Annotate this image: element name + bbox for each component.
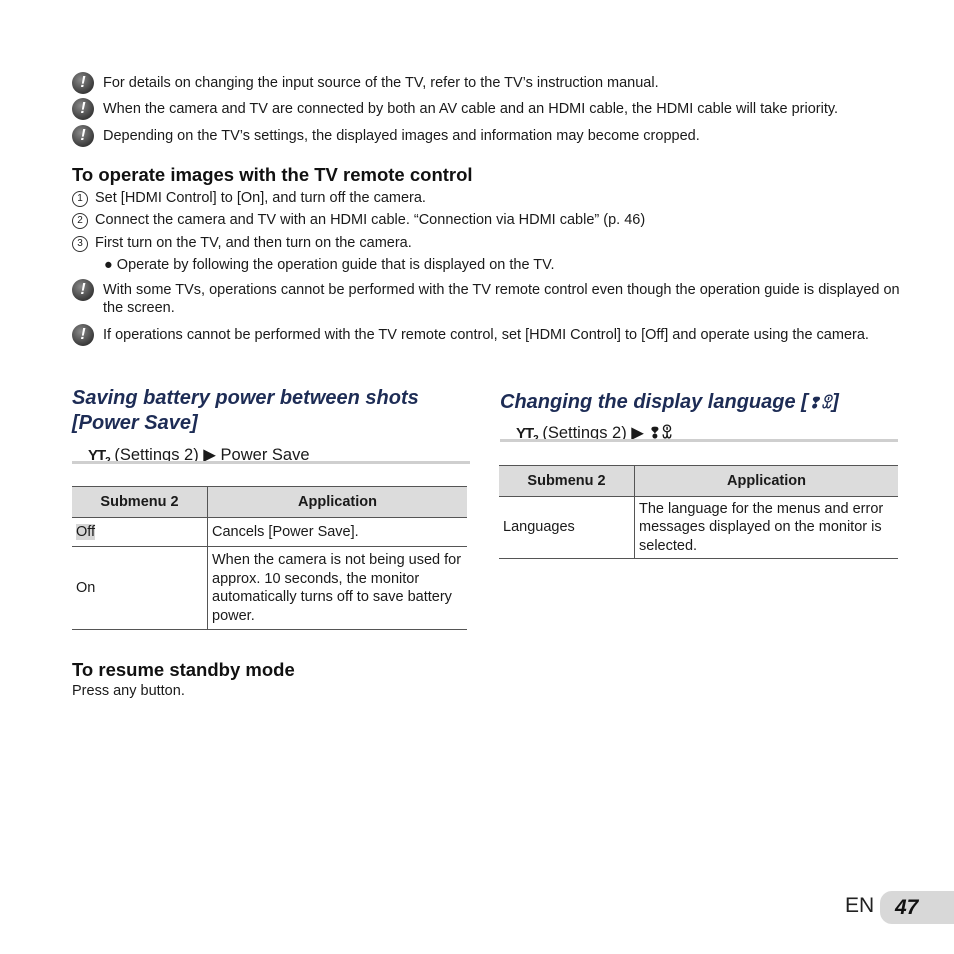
divider [500, 439, 898, 442]
remote-caution-1 [72, 279, 902, 317]
language-heading-end: ] [832, 391, 839, 413]
caution-text: If operations cannot be performed with the TV remote control, set [HDMI Control] to [Off] and operate using the camera. [103, 327, 869, 343]
power-save-table [72, 486, 467, 630]
resume-text: Press any button. [72, 683, 185, 699]
table-cell: Languages [499, 497, 635, 559]
power-save-heading: Saving battery power between shots [Power Save] [72, 387, 419, 434]
language-table [499, 465, 898, 559]
caution-icon: ! [72, 324, 94, 346]
step-number: 3 [72, 236, 88, 252]
table-header-row [499, 466, 898, 497]
table-cell: The language for the menus and error messages displayed on the monitor is selected. [635, 497, 899, 559]
settings-icon-label: YT [88, 447, 106, 464]
settings-icon-sub: 2 [105, 456, 110, 467]
power-save-menu-path [88, 445, 310, 472]
language-menu-path [516, 423, 673, 450]
divider [72, 461, 470, 464]
step-number: 2 [72, 213, 88, 229]
caution-text: With some TVs, operations cannot be performed with the TV remote control even though the operation guide is displayed on the screen. [103, 282, 900, 316]
column-header: Application [635, 466, 899, 497]
remote-heading: To operate images with the TV remote control [72, 164, 473, 185]
menu-path-text: (Settings 2) ▶ [542, 424, 644, 442]
step-1 [72, 189, 426, 207]
settings-icon-label: YT [516, 425, 534, 442]
step-3 [72, 234, 412, 252]
default-value-highlight: Off [76, 523, 96, 540]
caution-text: For details on changing the input source of the TV, refer to the TV’s instruction manual. [103, 75, 659, 91]
step-2 [72, 211, 645, 229]
caution-note-3 [72, 125, 902, 145]
table-row [72, 518, 467, 547]
table-row [499, 497, 898, 559]
caution-note-2 [72, 98, 902, 118]
caution-icon: ! [72, 72, 94, 94]
bullet-text: Operate by following the operation guide that is displayed on the TV. [116, 257, 555, 273]
language-code: EN [845, 894, 875, 917]
caution-text: When the camera and TV are connected by both an AV cable and an HDMI cable, the HDMI cable will take priority. [103, 101, 839, 117]
step-text: Connect the camera and TV with an HDMI cable. “Connection via HDMI cable” (p. 46) [95, 212, 646, 228]
table-row [72, 547, 467, 630]
step-text: First turn on the TV, and then turn on the camera. [95, 235, 412, 251]
remote-caution-2 [72, 324, 902, 344]
menu-path-text: (Settings 2) ▶ Power Save [114, 446, 310, 464]
resume-heading: To resume standby mode [72, 659, 295, 680]
settings-icon-sub: 2 [533, 434, 538, 445]
column-header: Application [208, 487, 468, 518]
caution-icon: ! [72, 279, 94, 301]
column-header: Submenu 2 [72, 487, 208, 518]
language-heading [500, 390, 900, 416]
table-cell: Cancels [Power Save]. [208, 518, 468, 547]
language-icon: ❢ꀾ [807, 395, 833, 412]
language-heading-text: Changing the display language [ [500, 391, 808, 413]
table-cell [72, 518, 208, 547]
column-header: Submenu 2 [499, 466, 635, 497]
caution-icon: ! [72, 98, 94, 120]
page-number: 47 [880, 891, 954, 924]
step-number: 1 [72, 191, 88, 207]
caution-icon: ! [72, 125, 94, 147]
caution-text: Depending on the TV’s settings, the displayed images and information may become cropped. [103, 128, 700, 144]
bullet-icon: ● [104, 257, 113, 273]
step-text: Set [HDMI Control] to [On], and turn off the camera. [95, 190, 426, 206]
bullet-item [104, 256, 555, 274]
table-cell: When the camera is not being used for approx. 10 seconds, the monitor automatically turns off to save battery power. [208, 547, 468, 630]
caution-note-1 [72, 72, 902, 92]
language-icon: ❢ꀾ [648, 425, 673, 442]
table-header-row [72, 487, 467, 518]
table-cell: On [72, 547, 208, 630]
